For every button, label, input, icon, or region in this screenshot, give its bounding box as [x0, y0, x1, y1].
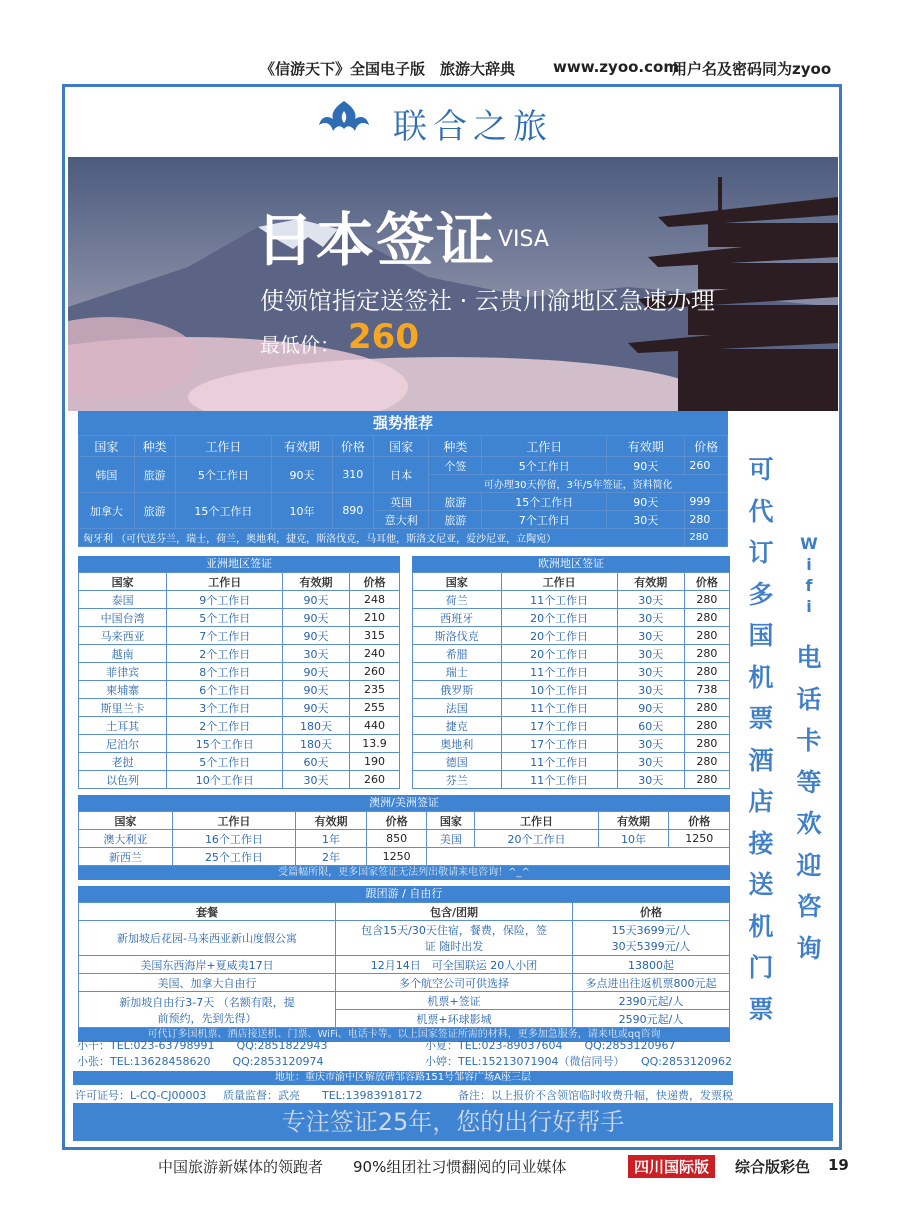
website-link[interactable]: www.zyoo.com — [553, 58, 679, 76]
cell: 11个工作日 — [501, 699, 617, 717]
cell: 260 — [349, 771, 399, 789]
asia-header-row — [79, 573, 400, 591]
cell: 2个工作日 — [167, 717, 283, 735]
recommend-header-row — [79, 436, 728, 457]
cell: 多个航空公司可供选择 — [336, 974, 573, 992]
cell: 1年 — [295, 830, 366, 848]
cell: 10年 — [598, 830, 669, 848]
cell: 280 — [684, 717, 729, 735]
cell: 10年 — [272, 493, 333, 529]
table-row — [79, 771, 400, 789]
edition-label: 综合版彩色 — [735, 1158, 811, 1176]
contact-xiaoxia: 小夏：TEL:023-89037604 QQ:2853120967 — [425, 1039, 676, 1052]
cell: 美国东西海岸+夏威夷17日 — [79, 956, 336, 974]
cell: 法国 — [413, 699, 502, 717]
table-row — [413, 699, 730, 717]
cell: 5个工作日 — [167, 753, 283, 771]
cell: 13.9 — [349, 735, 399, 753]
oceania-header-row — [79, 812, 730, 830]
cell: 280 — [684, 735, 729, 753]
table-row — [79, 717, 400, 735]
table-row — [413, 663, 730, 681]
cell: 11个工作日 — [501, 771, 617, 789]
th-country: 国家 — [79, 436, 135, 457]
th-country: 国家 — [79, 812, 173, 830]
cell: 90天 — [283, 663, 350, 681]
cell: 中国台湾 — [79, 609, 167, 627]
th-package: 套餐 — [79, 903, 336, 921]
cell: 15个工作日 — [167, 735, 283, 753]
cell: 280 — [684, 591, 729, 609]
side-char: 订 — [748, 538, 774, 567]
cell: 芬兰 — [413, 771, 502, 789]
cell: 11个工作日 — [501, 663, 617, 681]
side-char: 机 — [748, 662, 774, 692]
cell: 20个工作日 — [475, 830, 598, 848]
side-char: 国 — [748, 621, 774, 650]
cell: 捷克 — [413, 717, 502, 735]
brand-emblem-icon — [315, 97, 373, 141]
cell: 机票+签证 — [336, 992, 573, 1010]
cell: 280 — [684, 771, 729, 789]
cell: 12月14日 可全国联运 20人小团 — [336, 956, 573, 974]
side-char: 等 — [796, 767, 822, 797]
side-char: 欢 — [796, 809, 822, 838]
th-includes: 包含/团期 — [336, 903, 573, 921]
cell: 斯里兰卡 — [79, 699, 167, 717]
cell: 荷兰 — [413, 591, 502, 609]
th-country: 国家 — [373, 436, 429, 457]
recommend-section — [78, 411, 728, 547]
cell: 30天 — [617, 663, 684, 681]
table-row — [79, 645, 400, 663]
cell: 美国 — [427, 830, 475, 848]
cell: 30天 — [283, 771, 350, 789]
side-char: 送 — [748, 870, 774, 899]
side-char: 门 — [748, 953, 774, 982]
brand-name: 联合之旅 — [393, 107, 553, 147]
th-price: 价格 — [573, 903, 730, 921]
cell: 60天 — [283, 753, 350, 771]
cell: 8个工作日 — [167, 663, 283, 681]
cell: 20个工作日 — [501, 609, 617, 627]
cell: 210 — [349, 609, 399, 627]
table-row — [413, 645, 730, 663]
cell: 280 — [684, 627, 729, 645]
cell: 255 — [349, 699, 399, 717]
cell: 老挝 — [79, 753, 167, 771]
cell: 440 — [349, 717, 399, 735]
cell: 新西兰 — [79, 848, 173, 866]
cell: 2590元起/人 — [573, 1010, 730, 1028]
th-days: 工作日 — [501, 573, 617, 591]
cell: 17个工作日 — [501, 735, 617, 753]
side-char: i — [806, 597, 812, 616]
oceania-note: 受篇幅所限，更多国家签证无法列出敬请来电咨询！^_^ — [78, 866, 730, 880]
table-row — [79, 974, 730, 992]
cell: 235 — [349, 681, 399, 699]
cell: 斯洛伐克 — [413, 627, 502, 645]
cell: 30天 — [617, 753, 684, 771]
oceania-title: 澳洲/美洲签证 — [78, 795, 730, 811]
cell: 180天 — [283, 717, 350, 735]
side-char: W — [800, 534, 818, 553]
cell: 泰国 — [79, 591, 167, 609]
cell: 90天 — [272, 457, 333, 493]
cell: 15个工作日 — [482, 493, 607, 511]
th-price: 价格 — [685, 436, 728, 457]
th-country: 国家 — [413, 573, 502, 591]
cell: 999 — [685, 493, 728, 511]
cell: 2390元起/人 — [573, 992, 730, 1010]
cell: 2个工作日 — [167, 645, 283, 663]
table-row — [413, 717, 730, 735]
footer-tagline: 中国旅游新媒体的领跑者 90%组团社习惯翻阅的同业媒体 — [158, 1158, 567, 1176]
address: 地址：重庆市渝中区解放碑邹容路151号邹容广场A座三层 — [73, 1071, 733, 1085]
license-number: 许可证号：L-CQ-CJ00003 — [75, 1089, 207, 1102]
cell: 11个工作日 — [501, 753, 617, 771]
hero-title: 日本签证 — [256, 206, 497, 274]
cell: 310 — [332, 457, 373, 493]
table-row — [79, 753, 400, 771]
cell: 90天 — [607, 457, 685, 475]
europe-visa-section — [412, 556, 730, 789]
table-row — [413, 609, 730, 627]
th-valid: 有效期 — [283, 573, 350, 591]
cell — [427, 848, 730, 866]
table-row — [413, 771, 730, 789]
table-row — [79, 921, 730, 956]
side-char: f — [805, 576, 813, 595]
cell: 25个工作日 — [172, 848, 295, 866]
cell: 旅游 — [429, 511, 482, 529]
table-row — [79, 627, 400, 645]
th-valid: 有效期 — [272, 436, 333, 457]
cell: 13800起 — [573, 956, 730, 974]
th-country: 国家 — [79, 573, 167, 591]
cell: 11个工作日 — [501, 591, 617, 609]
side-char: i — [806, 555, 812, 574]
cell: 可办理30天停留，3年/5年签证，资料简化 — [429, 475, 728, 493]
price-remark: 备注：以上报价不含领馆临时收费升幅，快递费，发票税 — [458, 1089, 733, 1102]
cell: 850 — [366, 830, 427, 848]
side-char: 机 — [748, 911, 774, 941]
cell: 9个工作日 — [167, 591, 283, 609]
side-char: 咨 — [796, 892, 822, 921]
cell: 90天 — [607, 493, 685, 511]
cell: 澳大利亚 — [79, 830, 173, 848]
th-country: 国家 — [427, 812, 475, 830]
table-row — [79, 956, 730, 974]
th-days: 工作日 — [175, 436, 272, 457]
europe-title: 欧洲地区签证 — [412, 556, 730, 572]
oceania-table — [78, 811, 730, 866]
cell: 新加坡自由行3-7天 （名额有限，提前预约，先到先得） — [79, 992, 336, 1028]
cell: 890 — [332, 493, 373, 529]
cell: 旅游 — [134, 493, 175, 529]
tours-section — [78, 886, 730, 1042]
table-row — [79, 735, 400, 753]
tours-header-row — [79, 903, 730, 921]
cell: 90天 — [617, 699, 684, 717]
table-row — [413, 591, 730, 609]
side-char: 话 — [796, 684, 822, 714]
cell: 日本 — [373, 457, 429, 493]
table-row — [79, 992, 730, 1010]
table-row — [79, 699, 400, 717]
cell: 190 — [349, 753, 399, 771]
cell: 30天 — [617, 735, 684, 753]
table-row — [79, 663, 400, 681]
cell: 240 — [349, 645, 399, 663]
cell: 5个工作日 — [482, 457, 607, 475]
contact-xiaozhang: 小张：TEL:13628458620 QQ:2853120974 — [77, 1055, 324, 1068]
contact-xiaoting: 小婷：TEL:15213071904（微信同号） QQ:2853120962 — [425, 1055, 732, 1068]
cell: 280 — [684, 699, 729, 717]
cell: 280 — [684, 663, 729, 681]
th-days: 工作日 — [167, 573, 283, 591]
cell: 瑞士 — [413, 663, 502, 681]
side-char: 票 — [748, 704, 774, 733]
cell: 90天 — [283, 609, 350, 627]
cell: 以色列 — [79, 771, 167, 789]
cell: 5个工作日 — [175, 457, 272, 493]
cell: 20个工作日 — [501, 645, 617, 663]
table-row — [413, 735, 730, 753]
cell: 6个工作日 — [167, 681, 283, 699]
table-row — [413, 681, 730, 699]
th-price: 价格 — [669, 812, 730, 830]
lowest-price: 260 — [348, 317, 419, 357]
cell: 90天 — [283, 591, 350, 609]
recommend-title: 强势推荐 — [78, 411, 728, 435]
side-char: 卡 — [796, 726, 822, 755]
cell: 7个工作日 — [167, 627, 283, 645]
cell: 30天 — [283, 645, 350, 663]
tours-note: 可代订多国机票、酒店接送机、门票、WiFi、电话卡等。以上国家签证所需的材料，更多加急服务，请来电或qq咨询 — [78, 1028, 730, 1042]
cell: 尼泊尔 — [79, 735, 167, 753]
side-char: 可 — [748, 455, 774, 484]
side-char: 店 — [748, 787, 774, 816]
login-hint: 用户名及密码同为zyoo — [672, 60, 832, 78]
cell: 加拿大 — [79, 493, 135, 529]
cell: 280 — [685, 529, 728, 547]
cell: 个签 — [429, 457, 482, 475]
cell: 菲律宾 — [79, 663, 167, 681]
th-type: 种类 — [429, 436, 482, 457]
cell: 30天 — [617, 681, 684, 699]
table-row — [79, 848, 730, 866]
side-slogan-left — [741, 449, 781, 1030]
hero-subtitle: 使领馆指定送签社 · 云贵川渝地区急速办理 — [260, 287, 715, 315]
cell: 17个工作日 — [501, 717, 617, 735]
cell: 30天 — [617, 645, 684, 663]
cell: 1250 — [366, 848, 427, 866]
cell: 越南 — [79, 645, 167, 663]
cell: 德国 — [413, 753, 502, 771]
cell: 180天 — [283, 735, 350, 753]
cell: 260 — [685, 457, 728, 475]
cell: 15个工作日 — [175, 493, 272, 529]
cell: 30天 — [617, 591, 684, 609]
cell: 20个工作日 — [501, 627, 617, 645]
spacer — [789, 617, 829, 637]
contact-xiaoqian: 小千：TEL:023-63798991 QQ:2851822943 — [77, 1039, 328, 1052]
th-valid: 有效期 — [295, 812, 366, 830]
side-char: 代 — [748, 496, 774, 526]
europe-header-row — [413, 573, 730, 591]
cell: 16个工作日 — [172, 830, 295, 848]
th-price: 价格 — [684, 573, 729, 591]
cell: 英国 — [373, 493, 429, 511]
table-row — [79, 457, 728, 475]
table-row — [79, 830, 730, 848]
side-char: 接 — [748, 828, 774, 858]
th-valid: 有效期 — [617, 573, 684, 591]
europe-table — [412, 572, 730, 789]
ad-frame — [62, 84, 842, 1150]
table-row — [413, 753, 730, 771]
publication-title: 《信游天下》全国电子版 旅游大辞典 — [260, 60, 516, 78]
cell: 柬埔寨 — [79, 681, 167, 699]
cell: 新加坡后花园-马来西亚新山度假公寓 — [79, 921, 336, 956]
cell: 90天 — [283, 627, 350, 645]
cell: 3个工作日 — [167, 699, 283, 717]
page-number: 19 — [828, 1156, 849, 1174]
oceania-america-section — [78, 795, 730, 880]
edition-badge: 四川国际版 — [628, 1155, 715, 1178]
cell: 30天 — [617, 609, 684, 627]
page-footer — [0, 1154, 900, 1178]
cell: 2年 — [295, 848, 366, 866]
table-row — [79, 529, 728, 547]
asia-title: 亚洲地区签证 — [78, 556, 400, 572]
cell: 机票+环球影城 — [336, 1010, 573, 1028]
cell: 30天 — [617, 771, 684, 789]
cell: 马来西亚 — [79, 627, 167, 645]
cell: 10个工作日 — [167, 771, 283, 789]
table-row — [79, 591, 400, 609]
cell: 旅游 — [134, 457, 175, 493]
cell: 西班牙 — [413, 609, 502, 627]
cell: 7个工作日 — [482, 511, 607, 529]
cell: 280 — [685, 511, 728, 529]
th-type: 种类 — [134, 436, 175, 457]
cell: 315 — [349, 627, 399, 645]
table-row — [79, 681, 400, 699]
cell: 60天 — [617, 717, 684, 735]
side-char: 迎 — [796, 850, 822, 880]
license-line — [73, 1086, 833, 1102]
th-valid: 有效期 — [598, 812, 669, 830]
cell: 30天 — [617, 627, 684, 645]
hero-banner — [68, 157, 838, 411]
table-row — [79, 609, 400, 627]
price-label: 最低价： — [260, 333, 340, 357]
cell: 280 — [684, 753, 729, 771]
cell: 280 — [684, 609, 729, 627]
cell: 15天3699元/人 30天5399元/人 — [573, 921, 730, 956]
th-days: 工作日 — [482, 436, 607, 457]
cell: 1250 — [669, 830, 730, 848]
cell: 旅游 — [429, 493, 482, 511]
th-price: 价格 — [366, 812, 427, 830]
cell: 美国、加拿大自由行 — [79, 974, 336, 992]
cell: 90天 — [283, 681, 350, 699]
asia-table — [78, 572, 400, 789]
cell: 5个工作日 — [167, 609, 283, 627]
th-days: 工作日 — [172, 812, 295, 830]
header-bar — [0, 52, 900, 82]
cell: 260 — [349, 663, 399, 681]
cell: 韩国 — [79, 457, 135, 493]
side-char: 电 — [796, 643, 822, 672]
side-slogan-right — [789, 533, 829, 969]
table-row — [413, 627, 730, 645]
quality-supervision: 质量监督：武亮 TEL:13983918172 — [223, 1089, 423, 1102]
side-char: 酒 — [748, 745, 774, 775]
side-char: 询 — [796, 933, 822, 963]
th-days: 工作日 — [475, 812, 598, 830]
brand-logo — [65, 87, 839, 157]
tours-title: 跟团游 / 自由行 — [78, 886, 730, 902]
cell: 奥地利 — [413, 735, 502, 753]
cell: 土耳其 — [79, 717, 167, 735]
cell: 280 — [684, 645, 729, 663]
recommend-table — [78, 435, 728, 547]
cell: 俄罗斯 — [413, 681, 502, 699]
slogan: 专注签证25年，您的出行好帮手 — [73, 1103, 833, 1141]
th-price: 价格 — [349, 573, 399, 591]
asia-visa-section — [78, 556, 400, 789]
cell: 多点进出往返机票800元起 — [573, 974, 730, 992]
cell: 738 — [684, 681, 729, 699]
th-price: 价格 — [332, 436, 373, 457]
cell: 匈牙利 （可代送芬兰，瑞士，荷兰，奥地利，捷克，斯洛伐克，马耳他，斯洛文尼亚，爱沙尼亚，立陶宛） — [79, 529, 685, 547]
tours-table — [78, 902, 730, 1028]
hero-visa-label: VISA — [498, 227, 549, 252]
side-char: 票 — [748, 994, 774, 1024]
contacts — [73, 1037, 733, 1067]
cell: 意大利 — [373, 511, 429, 529]
cell: 30天 — [607, 511, 685, 529]
cell: 希腊 — [413, 645, 502, 663]
cell: 90天 — [283, 699, 350, 717]
side-char: 多 — [748, 579, 774, 609]
th-valid: 有效期 — [607, 436, 685, 457]
table-row — [79, 493, 728, 511]
cell: 10个工作日 — [501, 681, 617, 699]
cell: 248 — [349, 591, 399, 609]
cell: 包含15天/30天住宿，餐费，保险，签证 随时出发 — [336, 921, 573, 956]
